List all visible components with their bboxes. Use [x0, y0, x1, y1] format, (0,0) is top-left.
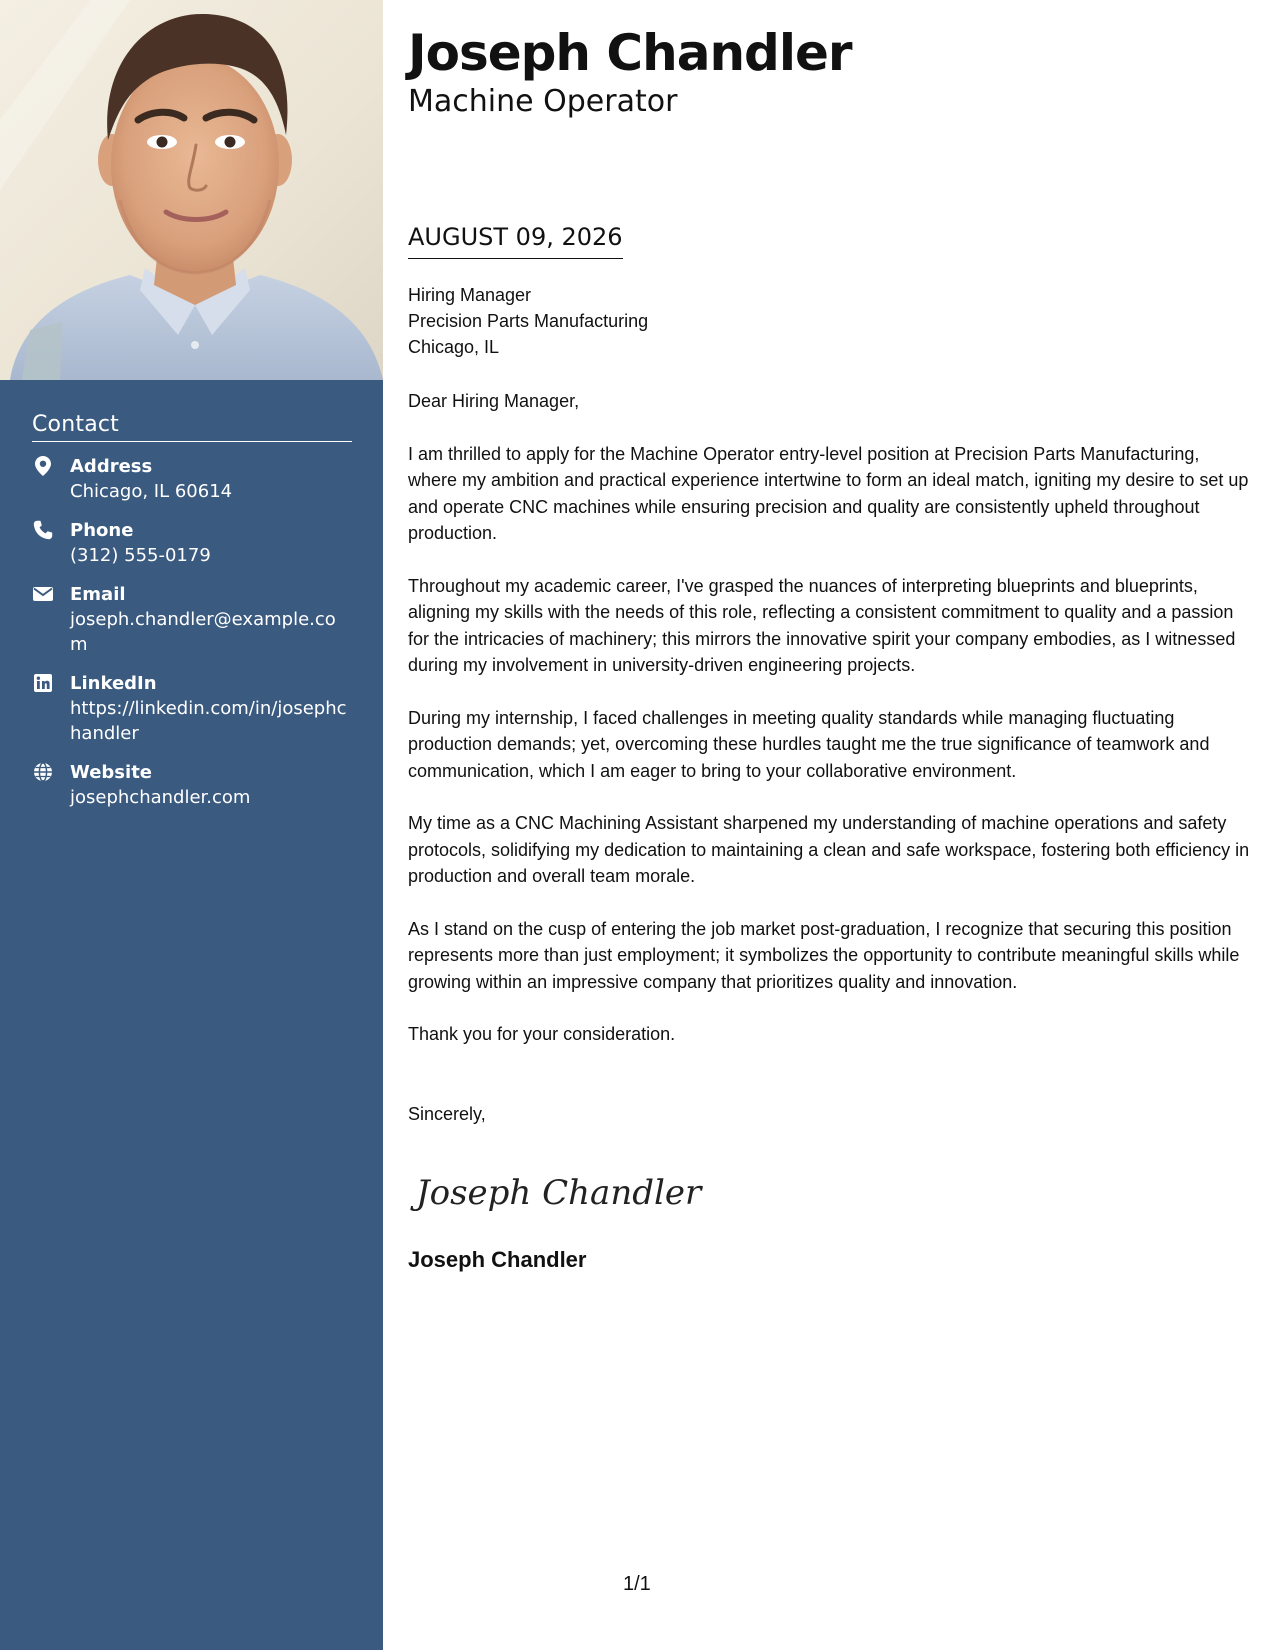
contact-value-email[interactable]: joseph.chandler@example.com: [70, 609, 336, 655]
letter-date: AUGUST 09, 2026: [408, 222, 623, 259]
page-number: 1/1: [623, 1573, 651, 1595]
contact-value-phone: (312) 555-0179: [70, 545, 211, 566]
contact-item-website: [32, 760, 352, 810]
globe-icon: [32, 761, 54, 783]
contact-value-linkedin[interactable]: https://linkedin.com/in/josephchandler: [70, 698, 347, 744]
contact-list: [32, 454, 352, 810]
handwritten-signature: [412, 1160, 702, 1225]
recipient-location: Chicago, IL: [408, 337, 500, 357]
contact-item-email: [32, 582, 352, 657]
signer-name: Joseph Chandler: [408, 1247, 587, 1272]
contact-item-linkedin: [32, 671, 352, 746]
contact-label-phone: Phone: [70, 520, 134, 541]
recipient-company: Precision Parts Manufacturing: [408, 311, 649, 331]
contact-label-website: Website: [70, 762, 153, 783]
profile-photo: [0, 0, 383, 380]
body-paragraph: I am thrilled to apply for the Machine Operator entry-level position at Precision Parts Manufacturing, where my ambition and practical experience intertwine to form an ideal match, igniting my desire to set up and operate CNC machines while ensuring precision and quality are consistently upheld throughout production.: [408, 443, 1249, 543]
contact-label-linkedin: LinkedIn: [70, 673, 157, 694]
recipient-block: [408, 282, 648, 360]
phone-icon: [32, 519, 54, 541]
contact-heading: Contact: [32, 412, 352, 442]
linkedin-icon: [32, 672, 54, 694]
recipient-title: Hiring Manager: [408, 285, 532, 305]
contact-label-email: Email: [70, 584, 126, 605]
contact-item-phone: [32, 518, 352, 568]
applicant-name: Joseph Chandler: [408, 24, 852, 82]
contact-item-address: [32, 454, 352, 504]
thank-you-line: Thank you for your consideration.: [408, 1024, 676, 1044]
sidebar: [0, 0, 383, 1650]
job-title: Machine Operator: [408, 84, 678, 119]
salutation: Dear Hiring Manager,: [408, 391, 580, 411]
body-paragraph: Throughout my academic career, I've grasped the nuances of interpreting blueprints and blueprints, aligning my skills with the needs of this role, reflecting a consistent commitment to quality and a passion for the intricacies of machinery; this mirrors the innovative spirit your company embodies, as I witnessed during my involvement in university-driven engineering projects.: [408, 575, 1236, 675]
body-paragraph: My time as a CNC Machining Assistant sharpened my understanding of machine operations and safety protocols, solidifying my dedication to maintaining a clean and safe workspace, fostering both efficiency in production and overall team morale.: [408, 813, 1250, 886]
envelope-icon: [32, 583, 54, 605]
body-paragraph: During my internship, I faced challenges in meeting quality standards while managing fluctuating production demands; yet, overcoming these hurdles taught me the true significance of teamwork and communication, which I am eager to bring to your collaborative environment.: [408, 707, 1210, 781]
contact-value-address: Chicago, IL 60614: [70, 481, 233, 502]
signature-text: Joseph Chandler: [416, 1173, 702, 1213]
contact-value-website[interactable]: josephchandler.com: [70, 787, 251, 808]
contact-section: [32, 412, 352, 824]
contact-label-address: Address: [70, 456, 153, 477]
closing: Sincerely,: [408, 1104, 486, 1124]
body-paragraph: As I stand on the cusp of entering the job market post-graduation, I recognize that securing this position represents more than just employment; it symbolizes the opportunity to contribute meaningful skills while growing within an impressive company that prioritizes quality and innovation.: [408, 918, 1240, 992]
map-pin-icon: [32, 455, 54, 477]
letter-body: [408, 388, 1253, 1074]
